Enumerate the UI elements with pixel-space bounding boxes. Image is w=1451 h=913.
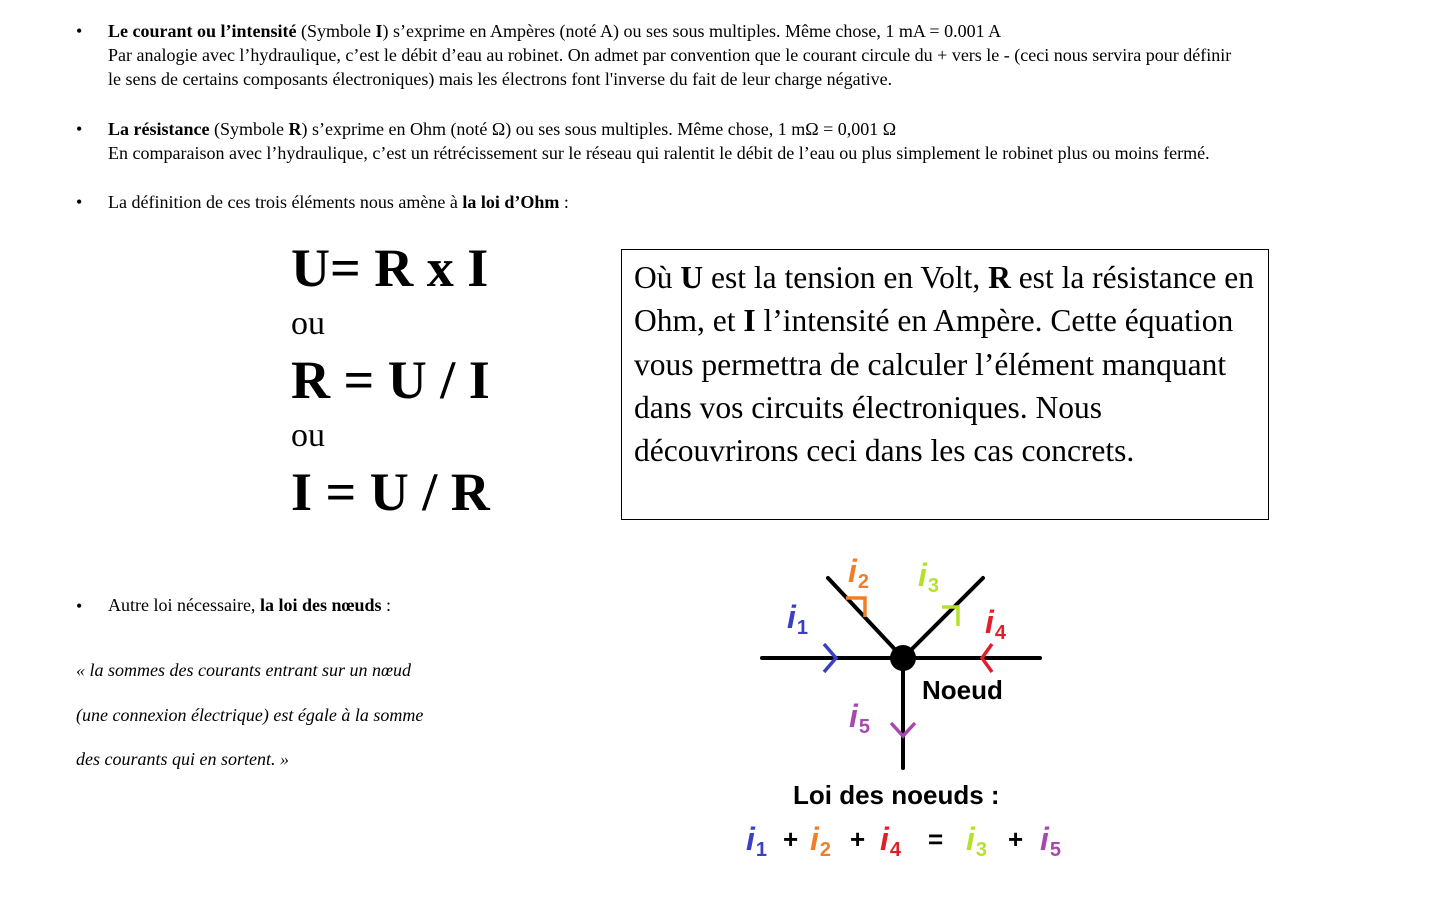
eq-i1: [746, 823, 767, 860]
eq-i5: [1040, 823, 1061, 860]
def-symbol-r: R: [988, 260, 1011, 295]
def-text-b: est la tension en Volt,: [703, 260, 989, 295]
eq-i4-sub: 4: [889, 839, 902, 861]
eq-i3-sub: 3: [975, 839, 988, 861]
resistance-symbol: R: [288, 119, 302, 139]
eq-i2-sub: 2: [819, 839, 832, 861]
node-label: Noeud: [922, 675, 1003, 705]
wire-upper-right: [903, 578, 983, 658]
eq-i1-sub: 1: [755, 839, 768, 861]
label-i4-letter: i: [985, 604, 994, 640]
def-symbol-u: U: [680, 260, 704, 295]
label-i2-sub: 2: [857, 571, 870, 593]
label-i4: [985, 606, 1006, 643]
def-symbol-i: I: [743, 303, 756, 339]
node-intro-colon: :: [381, 595, 391, 615]
eq-plus-1: +: [783, 824, 799, 854]
eq-i5-letter: i: [1040, 821, 1049, 857]
label-i1-letter: i: [787, 599, 796, 635]
eq-plus-3: +: [1008, 824, 1024, 854]
node-intro-text: Autre loi nécessaire,: [108, 595, 260, 615]
eq-equals: =: [928, 824, 944, 854]
ohm-intro: [108, 190, 1428, 214]
resistance-term: La résistance: [108, 119, 210, 139]
def-text-d: l’intensité en Ampère. Cette équation vous permettra de calculer l’élément manquant dans vos circuits électroniques. Nous découvrirons ceci dans les cas concrets.: [634, 303, 1234, 469]
bullet-dot: •: [76, 192, 83, 212]
ohm-intro-colon: :: [559, 192, 569, 212]
eq-i5-sub: 5: [1049, 839, 1062, 861]
current-text-b: ) s’exprime en Ampères (noté A) ou ses sous multiples. Même chose, 1 mA = 0.001 A: [382, 21, 1002, 41]
resistance-text-b: ) s’exprime en Ohm (noté Ω) ou ses sous multiples. Même chose, 1 mΩ = 0,001 Ω: [301, 119, 897, 139]
label-i1: [787, 601, 808, 638]
label-i3: [918, 559, 939, 596]
eq-i3: [966, 823, 987, 860]
ohm-law-term: la loi d’Ohm: [462, 192, 560, 212]
label-i3-sub: 3: [927, 575, 940, 597]
formula-or-1: ou: [291, 305, 325, 342]
def-text-c: est la résistance en Ohm, et: [634, 260, 1254, 339]
bullet-dot: •: [76, 596, 83, 616]
quote-line-2: (une connexion électrique) est égale à la somme: [76, 705, 424, 725]
bullet-dot: •: [76, 119, 83, 139]
current-term: Le courant ou l’intensité: [108, 21, 297, 41]
eq-i3-letter: i: [966, 821, 975, 857]
bullet-dot: •: [76, 21, 83, 41]
formula-or-2: ou: [291, 417, 325, 454]
label-i2: [848, 555, 869, 592]
label-i2-letter: i: [848, 553, 857, 589]
label-i1-sub: 1: [796, 617, 809, 639]
eq-i4-letter: i: [880, 821, 889, 857]
current-text-a: (Symbole: [296, 21, 376, 41]
quote-line-3: des courants qui en sortent. »: [76, 749, 289, 769]
eq-i2: [810, 823, 831, 860]
formula-i: I = U / R: [291, 462, 490, 522]
current-paragraph: [108, 19, 1428, 91]
node-dot: [890, 645, 916, 671]
resistance-text-a: (Symbole: [209, 119, 289, 139]
law-title: Loi des noeuds :: [793, 780, 1000, 810]
eq-i2-letter: i: [810, 821, 819, 857]
eq-plus-2: +: [850, 824, 866, 854]
resistance-line-2: En comparaison avec l’hydraulique, c’est un rétrécissement sur le réseau qui ralentit le débit de l’eau ou plus simplement le robinet plus ou moins fermé.: [108, 143, 1210, 163]
label-i5-letter: i: [849, 698, 858, 734]
label-i4-sub: 4: [994, 622, 1007, 644]
eq-i4: [880, 823, 901, 860]
label-i5-sub: 5: [858, 716, 871, 738]
eq-i1-letter: i: [746, 821, 755, 857]
current-symbol: I: [375, 21, 383, 41]
current-line-2: Par analogie avec l’hydraulique, c’est le débit d’eau au robinet. On admet par convention que le courant circule du + vers le - (ceci nous servira pour définir: [108, 45, 1232, 65]
def-text-a: Où: [634, 260, 681, 295]
node-diagram: [740, 560, 1080, 780]
formula-r: R = U / I: [291, 350, 490, 410]
current-line-1: [108, 19, 1428, 43]
label-i5: [849, 700, 870, 737]
resistance-paragraph: [108, 117, 1428, 165]
node-law-term: la loi des nœuds: [259, 595, 382, 615]
current-line-3: le sens de certains composants électroniques) mais les électrons font l'inverse du fait de leur charge négative.: [108, 69, 893, 89]
label-i3-letter: i: [918, 557, 927, 593]
definition-box: [621, 249, 1269, 520]
quote-line-1: « la sommes des courants entrant sur un nœud: [76, 660, 412, 680]
formula-u: U= R x I: [291, 238, 489, 298]
resistance-line-1: [108, 117, 1428, 141]
ohm-intro-text: La définition de ces trois éléments nous amène à: [108, 192, 463, 212]
